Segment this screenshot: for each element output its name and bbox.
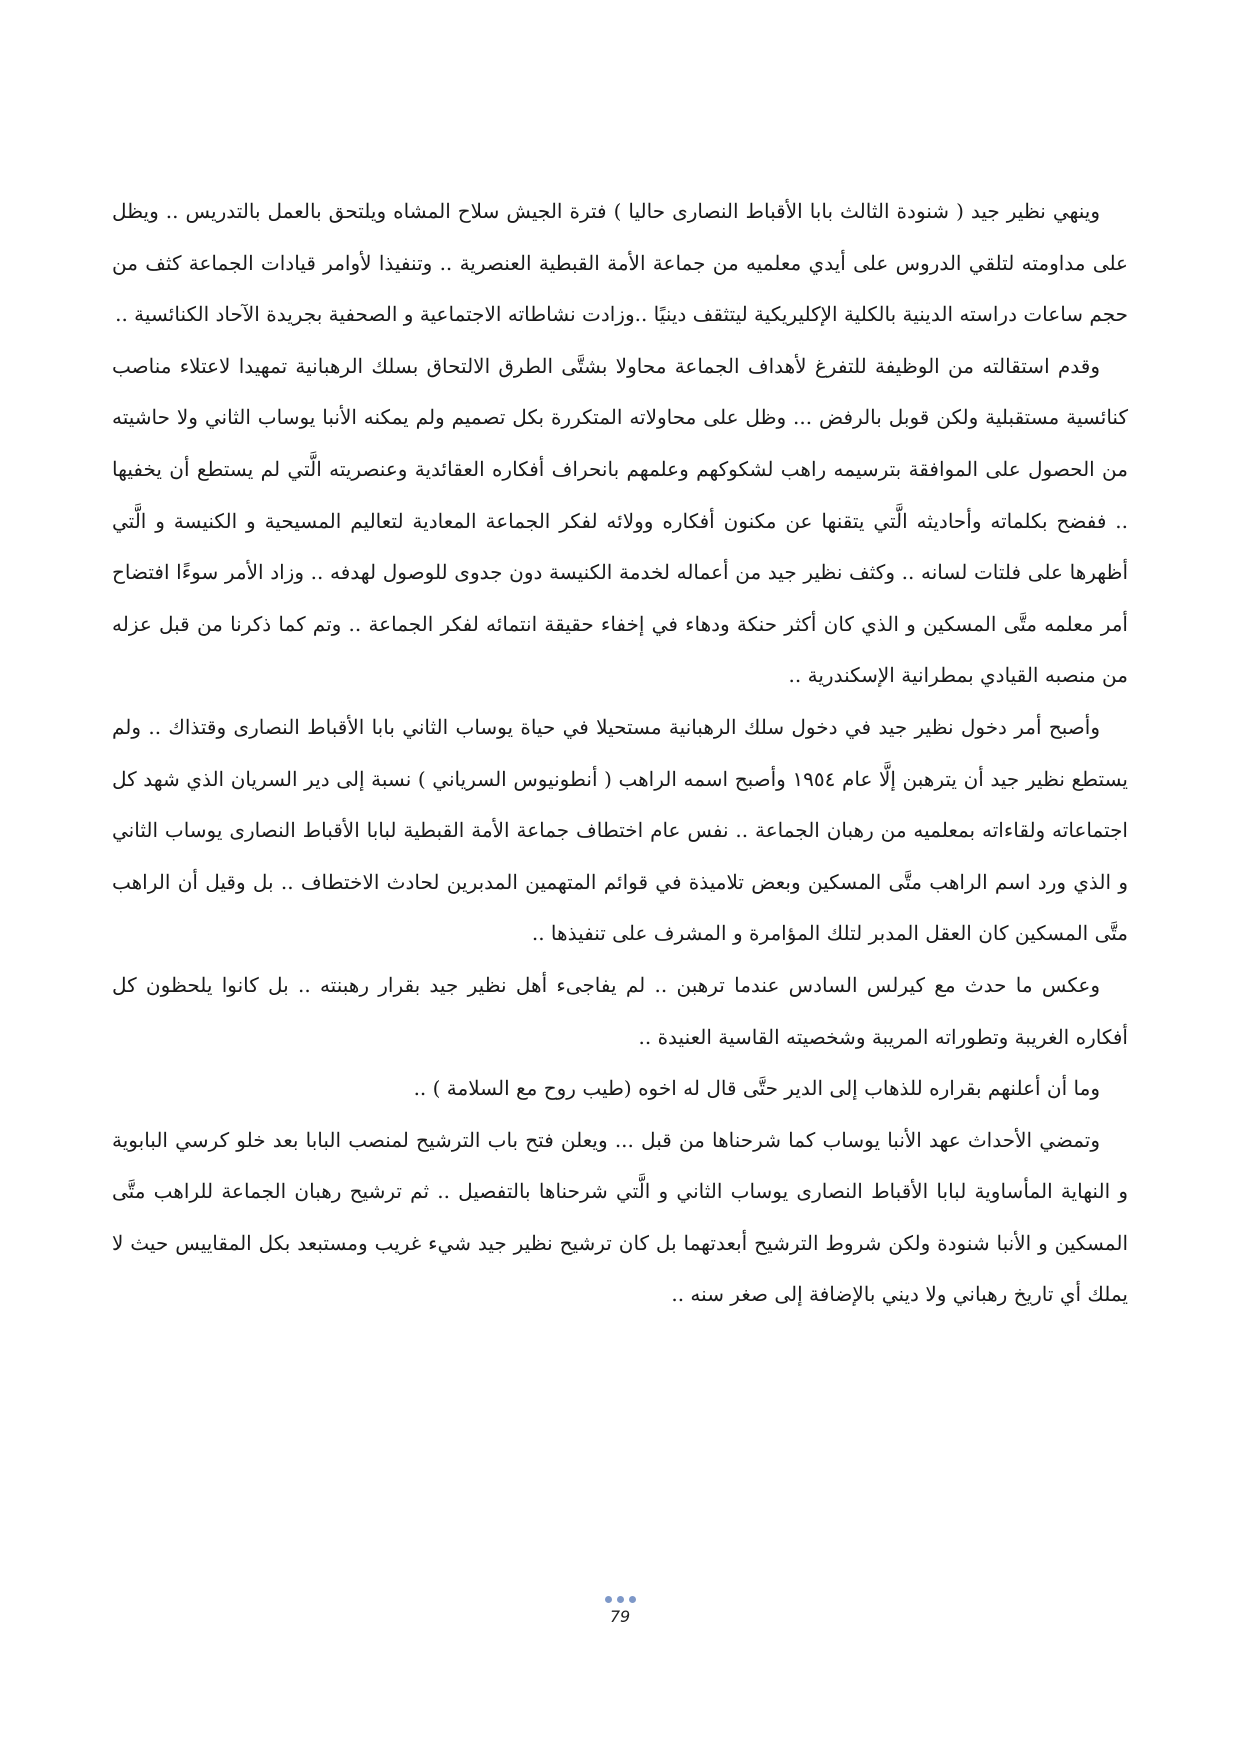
paragraph-5: وما أن أعلنهم بقراره للذهاب إلى الدير حتَّى قال له اخوه (طيب روح مع السلامة ) .. [413, 1076, 1100, 1101]
paragraph-4: وعكس ما حدث مع كيرلس السادس عندما ترهبن .. لم يفاجىء أهل نظير جيد بقرار رهبنته .. بل كانوا يلحظون كل أفكاره الغريبة وتطوراته المريبة وشخصيته القاسية العنيدة .. [112, 972, 1128, 1049]
paragraph-1: وينهي نظير جيد ( شنودة الثالث بابا الأقباط النصارى حاليا ) فترة الجيش سلاح المشاه ويلتحق بالعمل بالتدريس .. ويظل على مداومته لتلقي الدروس على أيدي معلميه من جماعة الأمة القبطية العنصرية .. وتنفيذا لأوامر قيادات الجماعة كثف من حجم ساعات دراسته الدينية بالكلية الإكليريكية ليتثقف دينيًا ..وزادت نشاطاته الاجتماعية و الصحفية بجريدة الآحاد الكنائسية .. [112, 199, 1128, 327]
ornament-dots-icon [0, 1596, 1240, 1606]
paragraph-2: وقدم استقالته من الوظيفة للتفرغ لأهداف الجماعة محاولا بشتَّى الطرق الالتحاق بسلك الرهبانية تمهيدا لاعتلاء مناصب كنائسية مستقبلية ولكن قوبل بالرفض ... وظل على محاولاته المتكررة بكل تصميم ولم يمكنه الأنبا يوساب الثاني ولا حاشيته من الحصول على الموافقة بترسيمه راهب لشكوكهم وعلمهم بانحراف أفكاره العقائدية وعنصريته الَّتي لم يستطع أن يخفيها .. ففضح بكلماته وأحاديثه الَّتي يتقنها عن مكنون أفكاره وولائه لفكر الجماعة المعادية لتعاليم المسيحية و الكنيسة و الَّتي أظهرها على فلتات لسانه .. وكثف نظير جيد من أعماله لخدمة الكنيسة دون جدوى للوصول لهدفه .. وزاد الأمر سوءًا افتضاح أمر معلمه متَّى المسكين و الذي كان أكثر حنكة ودهاء في إخفاء حقيقة انتمائه لفكر الجماعة .. وتم كما ذكرنا من قبل عزله من منصبه القيادي بمطرانية الإسكندرية .. [112, 353, 1128, 688]
ornament-dot [629, 1596, 636, 1603]
page-number: 79 [609, 1607, 631, 1626]
ornament-dot [605, 1596, 612, 1603]
page-body [112, 186, 1128, 1321]
page-footer [0, 1596, 1240, 1626]
ornament-dot [617, 1596, 624, 1603]
paragraph-6: وتمضي الأحداث عهد الأنبا يوساب كما شرحناها من قبل ... ويعلن فتح باب الترشيح لمنصب البابا بعد خلو كرسي البابوية و النهاية المأساوية لبابا الأقباط النصارى يوساب الثاني و الَّتي شرحناها بالتفصيل .. ثم ترشيح رهبان الجماعة للراهب متَّى المسكين و الأنبا شنودة ولكن شروط الترشيح أبعدتهما بل كان ترشيح نظير جيد شيء غريب ومستبعد بكل المقاييس حيث لا يملك أي تاريخ رهباني ولا ديني بالإضافة إلى صغر سنه .. [112, 1127, 1128, 1307]
paragraph-3: وأصبح أمر دخول نظير جيد في دخول سلك الرهبانية مستحيلا في حياة يوساب الثاني بابا الأقباط النصارى وقتذاك .. ولم يستطع نظير جيد أن يترهبن إلَّا عام ١٩٥٤ وأصبح اسمه الراهب ( أنطونيوس السرياني ) نسبة إلى دير السريان الذي شهد كل اجتماعاته ولقاءاته بمعلميه من رهبان الجماعة .. نفس عام اختطاف جماعة الأمة القبطية لبابا الأقباط النصارى يوساب الثاني و الذي ورد اسم الراهب متَّى المسكين وبعض تلاميذة في قوائم المتهمين المدبرين لحادث الاختطاف .. بل وقيل أن الراهب متَّى المسكين كان العقل المدبر لتلك المؤامرة و المشرف على تنفيذها .. [112, 714, 1129, 946]
